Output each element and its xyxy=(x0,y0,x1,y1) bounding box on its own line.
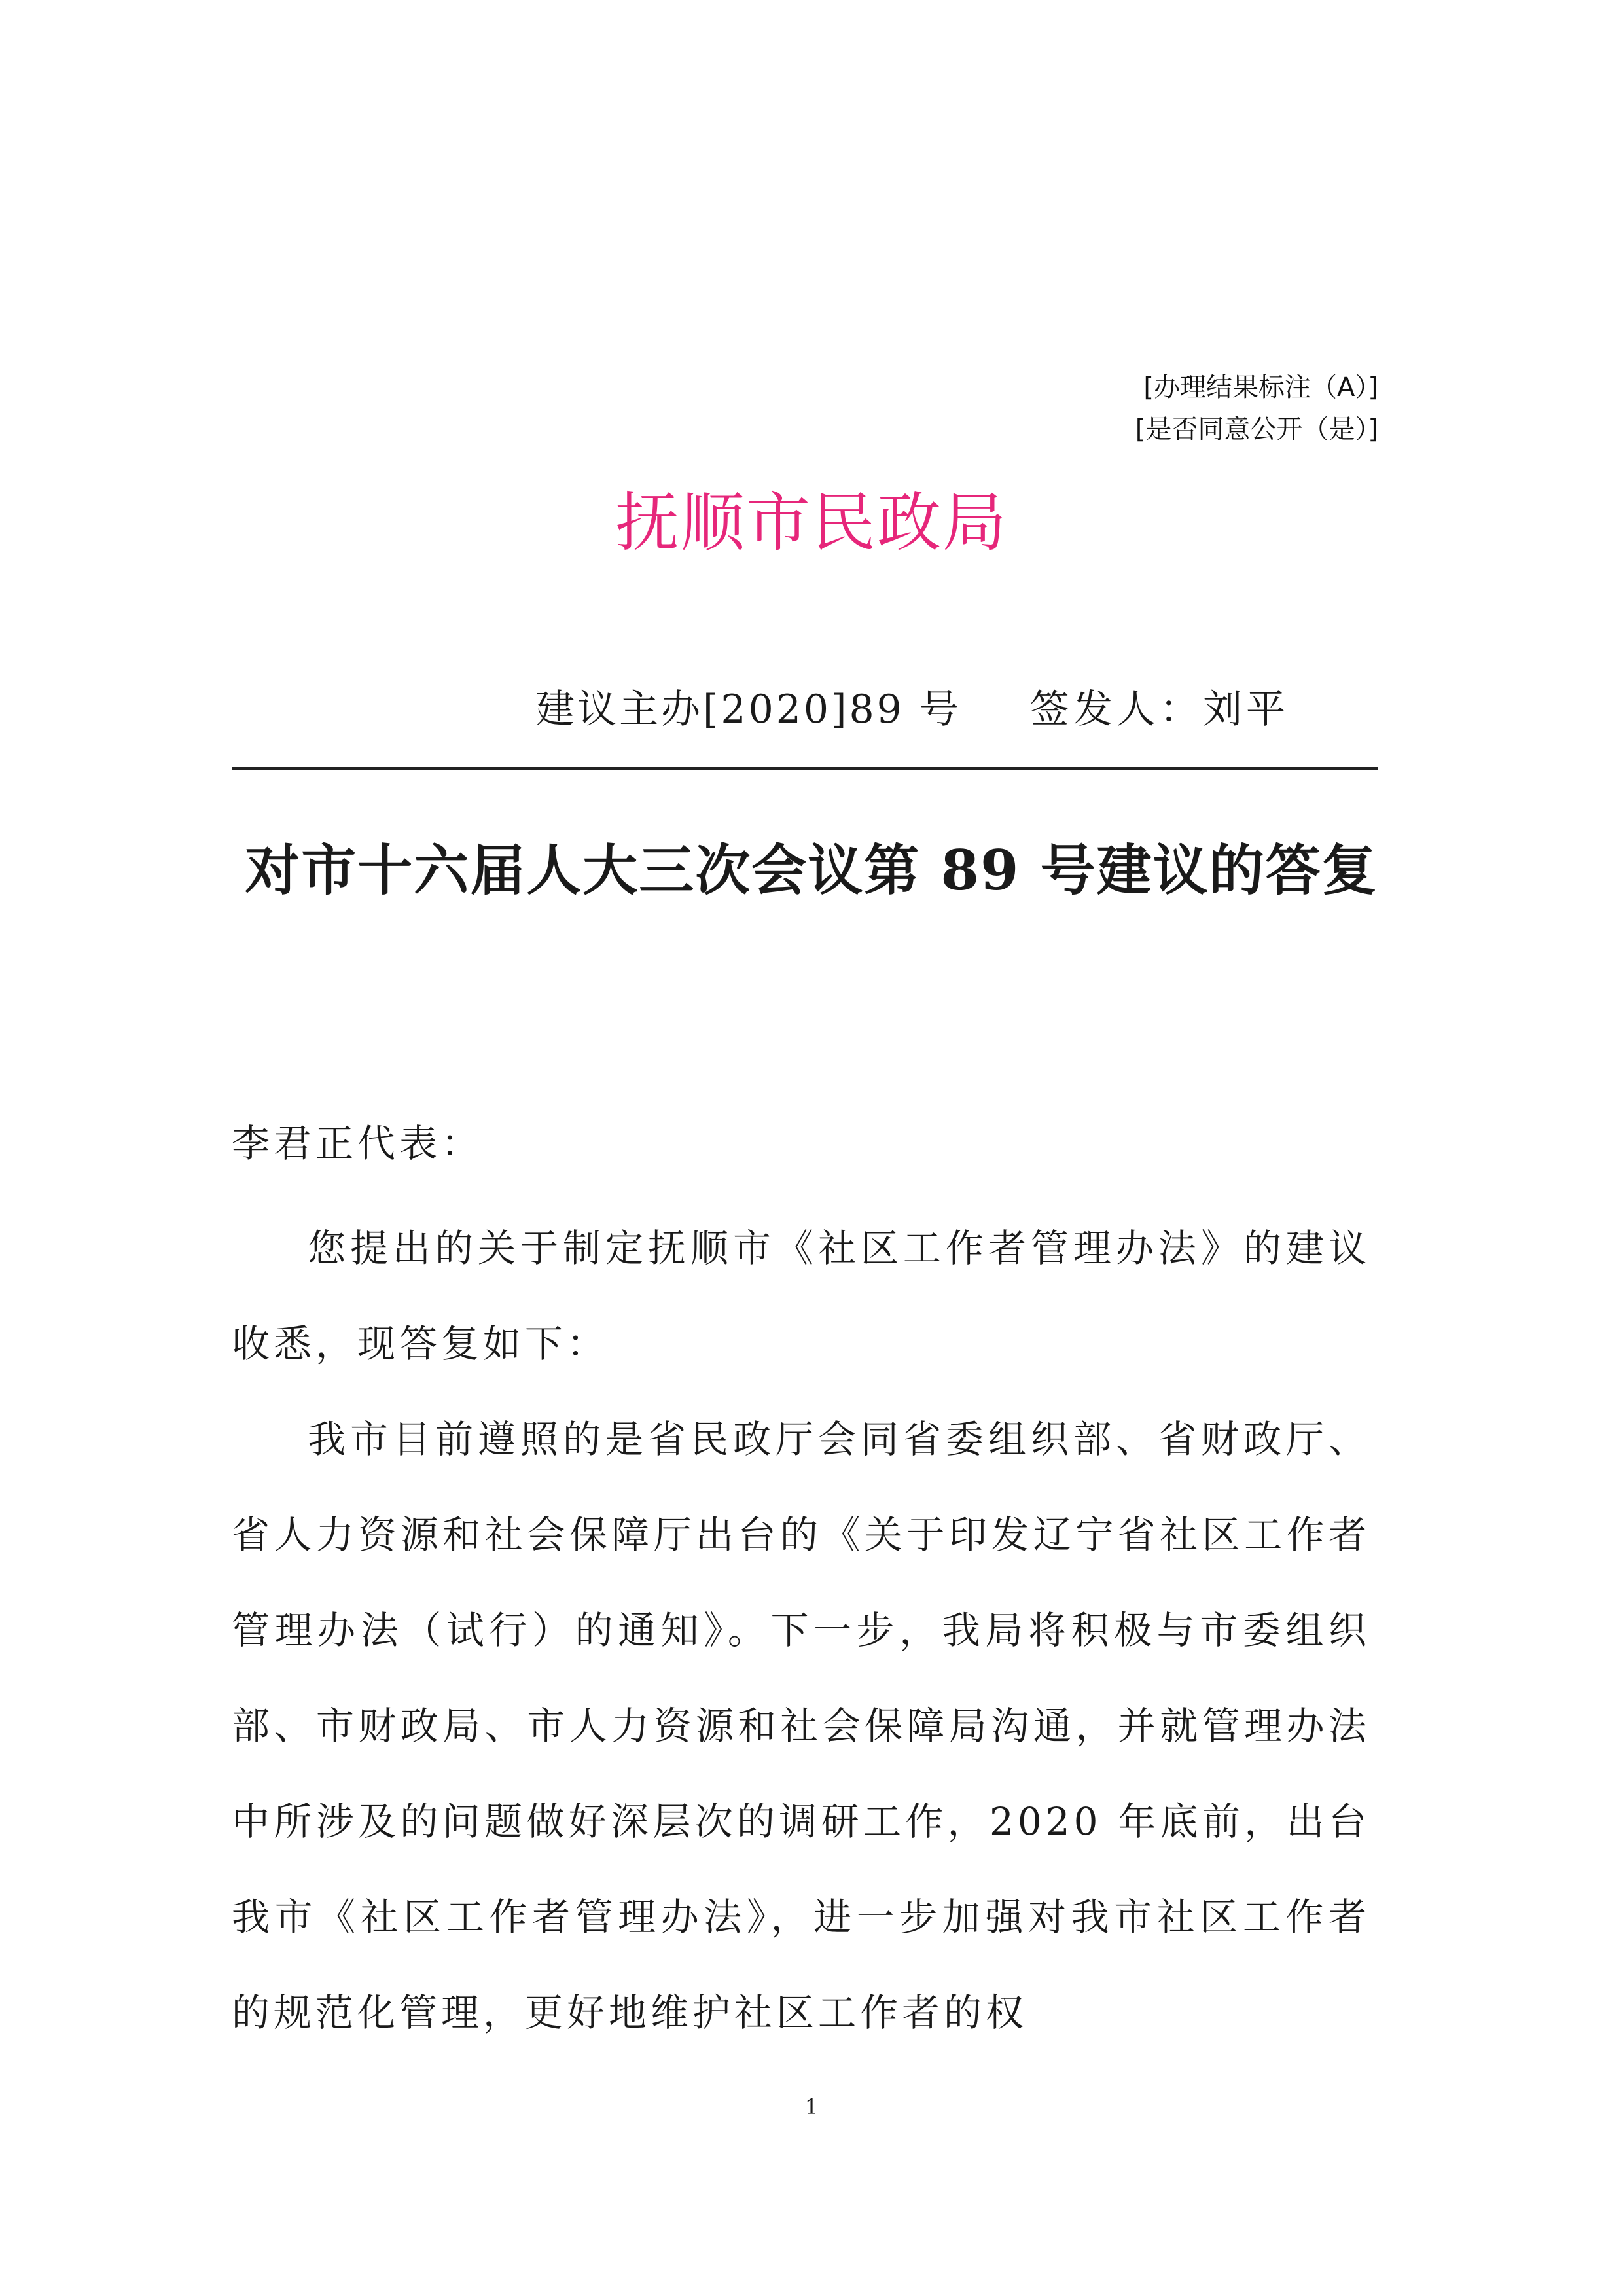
publish-consent-annotation: [是否同意公开（是）] xyxy=(1135,414,1378,444)
signer: 签发人：刘平 xyxy=(1030,687,1289,732)
body-text xyxy=(232,1200,1370,2060)
document-title: 对市十六届人大三次会议第 89 号建议的答复 xyxy=(245,838,1378,903)
issuing-organization: 抚顺市民政局 xyxy=(615,486,1008,560)
paragraph: 您提出的关于制定抚顺市《社区工作者管理办法》的建议收悉，现答复如下： xyxy=(232,1226,1370,1366)
document-number: 建议主办[2020]89 号 xyxy=(535,687,961,732)
paragraph: 我市目前遵照的是省民政厅会同省委组织部、省财政厅、省人力资源和社会保障厅出台的《关于印发辽宁省社区工作者管理办法（试行）的通知》。下一步，我局将积极与市委组织部、市财政局、市人力资源和社会保障局沟通，并就管理办法中所涉及的问题做好深层次的调研工作，2020 年底前，出台我市《社区工作者管理办法》，进一步加强对我市社区工作者的规范化管理，更好地维护社区工作者的权 xyxy=(232,1417,1370,2035)
salutation: 李君正代表： xyxy=(232,1121,484,1166)
header-rule xyxy=(232,767,1378,770)
page-number: 1 xyxy=(804,2094,819,2119)
result-mark-annotation: [办理结果标注（A）] xyxy=(1143,372,1378,403)
